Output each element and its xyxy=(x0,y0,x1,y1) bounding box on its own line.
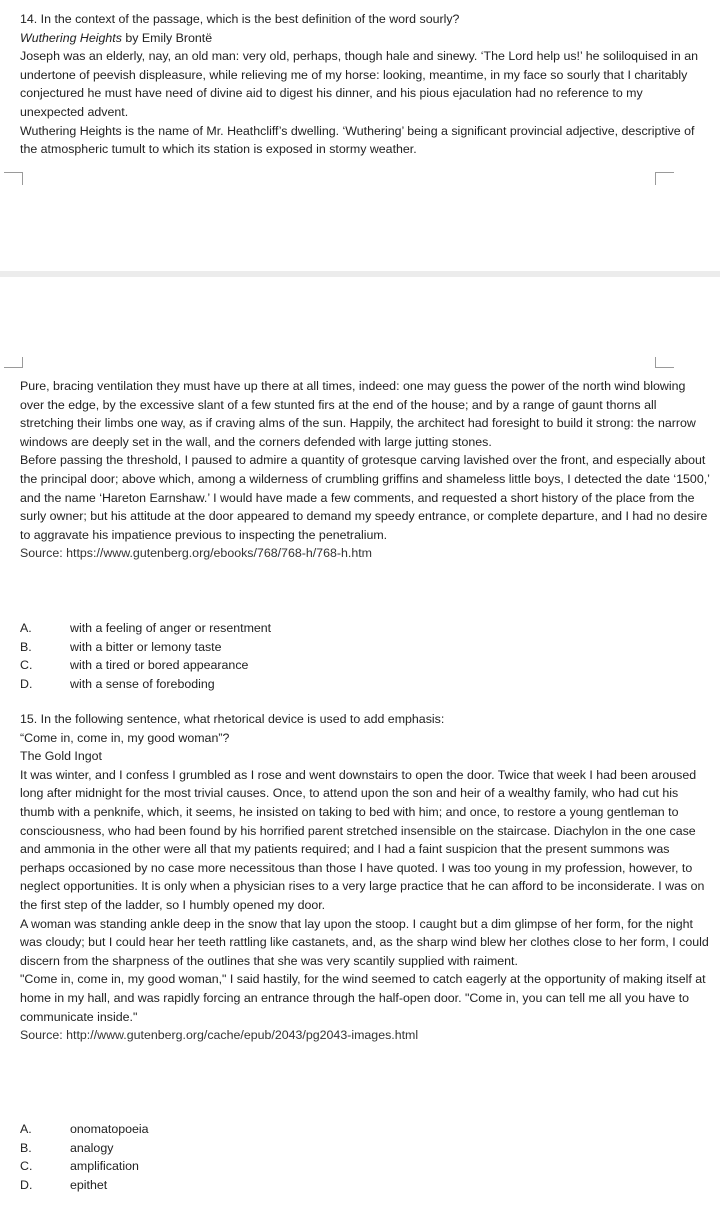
q15-quote: “Come in, come in, my good woman”? xyxy=(20,730,230,745)
q14-block xyxy=(20,10,710,159)
q14-title-italic: Wuthering Heights xyxy=(20,30,122,45)
q14-continued-block xyxy=(20,377,710,563)
q14-option-b[interactable]: B. with a bitter or lemony taste xyxy=(20,639,222,654)
q15-question: 15. In the following sentence, what rhetorical device is used to add emphasis: xyxy=(20,712,445,726)
q14-paragraph-1: Joseph was an elderly, nay, an old man: very old, perhaps, though hale and sinewy. ‘The Lord help us!’ he soliloquised in an undertone of peevish displeasure, while relieving me of my horse: looking, meantime, in my face so sourly that I charitably conjectured he must have need of divine aid to digest his dinner, and his pious ejaculation had no reference to my unexpected advent. xyxy=(20,49,698,119)
page-corner-mark xyxy=(4,357,23,368)
q15-title: The Gold Ingot xyxy=(20,749,102,764)
q14-paragraph-4: Before passing the threshold, I paused to admire a quantity of grotesque carving lavished over the front, and especially about the principal door; above which, among a wilderness of crumbling griffins and shameless little boys, I detected the date ‘1500,’ and the name ‘Hareton Earnshaw.’ I would have made a few comments, and requested a short history of the place from the surly owner; but his attitude at the door appeared to demand my speedy entrance, or complete departure, and I had no desire to aggravate his impatience previous to inspecting the penetralium. xyxy=(20,453,710,542)
q14-source-link[interactable]: Source: https://www.gutenberg.org/ebooks/768/768-h/768-h.htm xyxy=(20,546,372,561)
page-corner-mark xyxy=(4,172,23,185)
q14-option-d[interactable]: D. with a sense of foreboding xyxy=(20,676,215,691)
q15-options xyxy=(20,1120,620,1194)
page-corner-mark xyxy=(655,172,674,185)
q15-source-link[interactable]: Source: http://www.gutenberg.org/cache/epub/2043/pg2043-images.html xyxy=(20,1028,419,1043)
q15-block xyxy=(20,710,710,1045)
page-break-band xyxy=(0,271,720,277)
q14-paragraph-3: Pure, bracing ventilation they must have up there at all times, indeed: one may guess the power of the north wind blowing over the edge, by the excessive slant of a few stunted firs at the end of the house; and by a range of gaunt thorns all stretching their limbs one way, as if craving alms of the sun. Happily, the architect had foresight to build it strong: the narrow windows are deeply set in the wall, and the corners defended with large jutting stones. xyxy=(20,379,696,449)
q15-option-d[interactable]: D. epithet xyxy=(20,1177,108,1192)
q15-option-b[interactable]: B. analogy xyxy=(20,1140,114,1155)
q15-paragraph-2: A woman was standing ankle deep in the snow that lay upon the stoop. I caught but a dim glimpse of her form, for the night was cloudy; but I could hear her teeth rattling like castanets, and, as the sharp wind blew her clothes close to her form, I could discern from the sharpness of the outlines that she was very scantily supplied with raiment. xyxy=(20,916,709,968)
q14-options xyxy=(20,619,620,693)
q14-option-c[interactable]: C. with a tired or bored appearance xyxy=(20,658,249,673)
q14-paragraph-2: Wuthering Heights is the name of Mr. Heathcliff’s dwelling. ‘Wuthering’ being a significant provincial adjective, descriptive of the atmospheric tumult to which its station is exposed in stormy weather. xyxy=(20,123,695,157)
q14-question: 14. In the context of the passage, which is the best definition of the word sourly? xyxy=(20,12,460,26)
q15-paragraph-3: "Come in, come in, my good woman," I said hastily, for the wind seemed to catch eagerly at the opportunity of making itself at home in my hall, and was rapidly forcing an entrance through the half-open door. "Come in, you can tell me all you have to communicate inside." xyxy=(20,972,706,1024)
q15-option-c[interactable]: C. amplification xyxy=(20,1159,139,1174)
q14-option-a[interactable]: A. with a feeling of anger or resentment xyxy=(20,621,272,635)
page-corner-mark xyxy=(655,357,674,368)
q15-option-a[interactable]: A. onomatopoeia xyxy=(20,1122,149,1136)
q15-paragraph-1: It was winter, and I confess I grumbled as I rose and went downstairs to open the door. Twice that week I had been aroused long after midnight for the most trivial causes. Once, to attend upon the son and heir of a wealthy family, who had cut his thumb with a penknife, which, it seems, he insisted on taking to bed with him; and once, to restore a young gentleman to consciousness, who had been found by his horrified parent stretched insensible on the staircase. Diachylon in the one case and ammonia in the other were all that my patients required; and I had a faint suspicion that the present summons was perhaps occasioned by no case more necessitous than those I have quoted. I was too young in my profession, however, to neglect opportunities. It is only when a physician rises to a very large practice that he can afford to be inconsiderate. I was on the first step of the ladder, so I humbly opened my door. xyxy=(20,767,705,912)
q14-title-author: by Emily Brontë xyxy=(121,30,213,45)
q14-source-title xyxy=(20,29,710,48)
